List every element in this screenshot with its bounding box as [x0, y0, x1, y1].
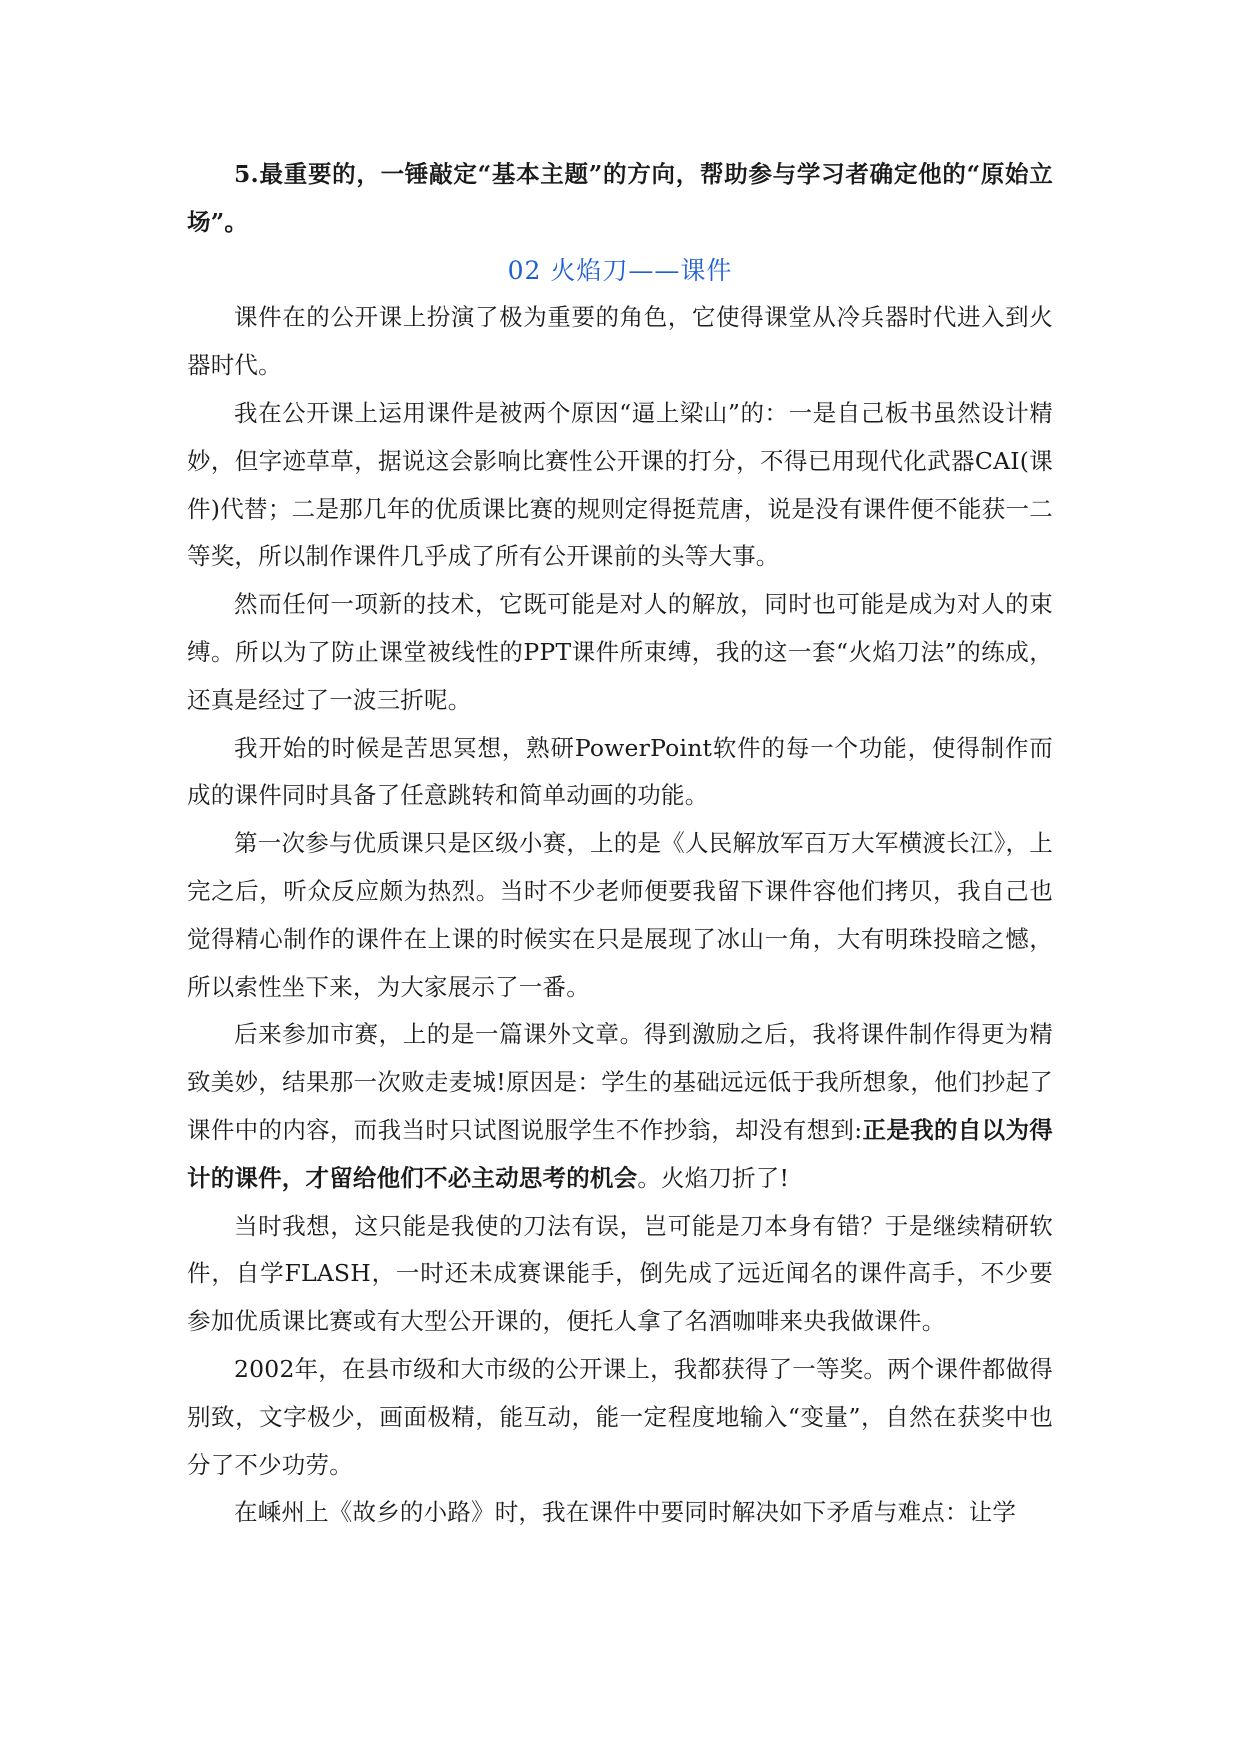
- section-heading: 02 火焰刀——课件: [507, 255, 733, 285]
- paragraph-4: 我开始的时候是苦思冥想，熟研PowerPoint软件的每一个功能，使得制作而成的课件同时具备了任意跳转和简单动画的功能。: [187, 733, 1053, 810]
- paragraph-6-end: 。火焰刀折了!: [637, 1163, 790, 1192]
- intro-point: 5.最重要的，一锤敲定“基本主题”的方向，帮助参与学习者确定他的“原始立场”。: [187, 160, 1053, 236]
- paragraph-3: 然而任何一项新的技术，它既可能是对人的解放，同时也可能是成为对人的束缚。所以为了防止课堂被线性的PPT课件所束缚，我的这一套“火焰刀法”的练成，还真是经过了一波三折呢。: [187, 590, 1053, 714]
- paragraph-9: 在嵊州上《故乡的小路》时，我在课件中要同时解决如下矛盾与难点：让学: [234, 1498, 1017, 1527]
- paragraph-5: 第一次参与优质课只是区级小赛，上的是《人民解放军百万大军横渡长江》，上完之后，听众反应颇为热烈。当时不少老师便要我留下课件容他们拷贝，我自己也觉得精心制作的课件在上课的时候实在只是展现了冰山一角，大有明珠投暗之憾，所以索性坐下来，为大家展示了一番。: [187, 829, 1053, 1001]
- paragraph-8: 2002年，在县市级和大市级的公开课上，我都获得了一等奖。两个课件都做得别致，文字极少，画面极精，能互动，能一定程度地输入“变量”，自然在获奖中也分了不少功劳。: [187, 1354, 1054, 1479]
- paragraph-2: 我在公开课上运用课件是被两个原因“逼上梁山”的：一是自己板书虽然设计精妙，但字迹草草，据说这会影响比赛性公开课的打分，不得已用现代化武器CAI(课件)代替；二是那几年的优质课比赛的规则定得挺荒唐，说是没有课件便不能获一二等奖，所以制作课件几乎成了所有公开课前的头等大事。: [187, 398, 1053, 571]
- paragraph-6: [187, 1011, 1053, 1202]
- paragraph-6-start: 后来参加市赛，上的是一篇课外文章。得到激励之后，我将课件制作得更为精致美妙，结果那一次败走麦城!原因是：学生的基础远远低于我所想象，他们抄起了课件中的内容，而我当时只试图说服学生不作抄翁，却没有想到:: [187, 1020, 1053, 1144]
- paragraph-1: 课件在的公开课上扮演了极为重要的角色，它使得课堂从冷兵器时代进入到火器时代。: [187, 303, 1053, 380]
- paragraph-6-emphasis: 正是我的自以为得计的课件，才留给他们不必主动思考的机会: [187, 1115, 1053, 1192]
- page-content: [187, 151, 1053, 1537]
- paragraph-7: 当时我想，这只能是我使的刀法有误，岂可能是刀本身有错？于是继续精研软件，自学FLASH，一时还未成赛课能手，倒先成了远近闻名的课件高手，不少要参加优质课比赛或有大型公开课的，便托人拿了名酒咖啡来央我做课件。: [187, 1211, 1053, 1336]
